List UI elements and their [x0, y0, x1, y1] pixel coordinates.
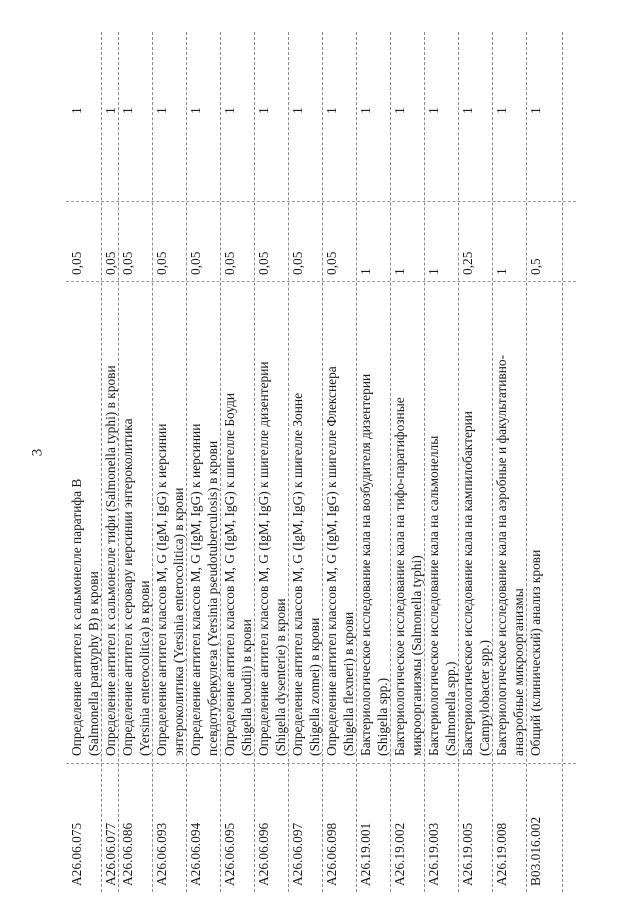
service-code: A26.06.093 — [154, 822, 169, 886]
service-name-line: Бактериологическое исследование кала на кампилобактерии — [460, 411, 475, 756]
frequency-value: 0,5 — [528, 258, 543, 275]
service-name-line: (Shigella flexneri) в крови — [341, 611, 356, 756]
service-name-line: Определение антител классов M, G (IgM, IgG) к иерсинии — [154, 423, 169, 756]
service-code: A26.06.075 — [69, 822, 84, 886]
service-name-line: микроорганизмы (Salmonella typhi) — [409, 555, 424, 756]
service-code: A26.06.077 — [103, 822, 118, 886]
service-code: A26.19.005 — [460, 822, 475, 886]
service-name — [119, 286, 153, 756]
service-name — [527, 286, 544, 756]
multiplicity-value: 1 — [103, 107, 118, 114]
page-number: 3 — [29, 448, 46, 457]
multiplicity-value: 1 — [120, 107, 135, 114]
frequency-value: 1 — [358, 268, 373, 275]
multiplicity-value: 1 — [426, 107, 441, 114]
frequency-value: 0,05 — [154, 251, 169, 275]
service-name-line: Определение антител классов M, G (IgM, IgG) к шигелле Боуди — [222, 392, 237, 756]
service-name — [221, 286, 255, 756]
service-code: A26.06.098 — [324, 822, 339, 886]
service-code: A26.19.003 — [426, 822, 441, 886]
frequency-value: 0,25 — [460, 251, 475, 275]
service-name-line: Общий (клинический) анализ крови — [528, 549, 543, 756]
service-name — [323, 286, 357, 756]
frequency-value: 1 — [392, 268, 407, 275]
service-code: A26.19.002 — [392, 822, 407, 886]
service-name-line: Определение антител к серовару иерсинии энтероколитика — [120, 418, 135, 756]
service-code: A26.19.001 — [358, 822, 373, 886]
frequency-value: 0,05 — [69, 251, 84, 275]
service-name-line: (Salmonella paratyphy B) в крови — [86, 571, 101, 756]
service-name — [68, 286, 102, 756]
service-name — [187, 286, 221, 756]
column-divider — [66, 763, 576, 764]
service-name-line: (Shigella boudii) в крови — [239, 619, 254, 756]
service-name-line: Определение антител классов M, G (IgM, IgG) к шигелле дизентерии — [256, 361, 271, 756]
service-code: A26.06.095 — [222, 822, 237, 886]
multiplicity-value: 1 — [392, 107, 407, 114]
service-name-line: Бактериологическое исследование кала на сальмонеллы — [426, 435, 441, 756]
service-name-line: Бактериологическое исследование кала на аэробные и факультативно- — [494, 354, 509, 756]
multiplicity-value: 1 — [460, 107, 475, 114]
service-name-line: Определение антител к сальмонелле тифи (Salmonella typhi) в крови — [103, 365, 118, 756]
service-name — [102, 286, 119, 756]
multiplicity-value: 1 — [324, 107, 339, 114]
service-name-line: энтероколитика (Yersinia enterocolitica) в крови — [171, 487, 186, 756]
services-table — [66, 32, 576, 892]
service-name-line: Определение антител классов M, G (IgM, IgG) к шигелле Флекснера — [324, 366, 339, 756]
service-name — [459, 286, 493, 756]
multiplicity-value: 1 — [222, 107, 237, 114]
frequency-value: 0,05 — [324, 251, 339, 275]
service-code: A26.19.008 — [494, 822, 509, 886]
service-name-line: (Campylobacter spp.) — [477, 639, 492, 756]
multiplicity-value: 1 — [358, 107, 373, 114]
multiplicity-value: 1 — [528, 107, 543, 114]
column-divider — [66, 201, 576, 202]
frequency-value: 1 — [426, 268, 441, 275]
service-code: A26.06.094 — [188, 822, 203, 886]
service-name — [425, 286, 459, 756]
service-name-line: (Shigella spp.) — [375, 677, 390, 756]
service-name-line: Определение антител классов M, G (IgM, IgG) к шигелле Зонне — [290, 392, 305, 756]
service-name — [357, 286, 391, 756]
frequency-value: 0,05 — [290, 251, 305, 275]
frequency-value: 0,05 — [256, 251, 271, 275]
service-code: A26.06.097 — [290, 822, 305, 886]
multiplicity-value: 1 — [69, 107, 84, 114]
service-name-line: Определение антител к сальмонелле паратифа В — [69, 478, 84, 756]
service-name-line: (Yersinia enterocolitica) в крови — [137, 580, 152, 756]
frequency-value: 0,05 — [120, 251, 135, 275]
multiplicity-value: 1 — [290, 107, 305, 114]
service-name — [391, 286, 425, 756]
frequency-value: 0,05 — [222, 251, 237, 275]
service-code: A26.06.086 — [120, 822, 135, 886]
service-name-line: Определение антител классов M, G (IgM, IgG) к иерсинии — [188, 423, 203, 756]
service-name-line: анаэробные микроорганизмы — [511, 588, 526, 756]
row-divider — [562, 32, 563, 892]
multiplicity-value: 1 — [154, 107, 169, 114]
service-name — [493, 286, 527, 756]
service-code: A26.06.096 — [256, 822, 271, 886]
multiplicity-value: 1 — [256, 107, 271, 114]
service-name-line: Бактериологическое исследование кала на возбудителя дизентерии — [358, 373, 373, 756]
frequency-value: 0,05 — [188, 251, 203, 275]
multiplicity-value: 1 — [494, 107, 509, 114]
service-name — [153, 286, 187, 756]
service-name-line: Бактериологическое исследование кала на тифо-паратифозные — [392, 397, 407, 756]
service-name-line: псевдотуберкулеза (Yersinia pseudotuberculosis) в крови — [205, 440, 220, 756]
service-name — [255, 286, 289, 756]
multiplicity-value: 1 — [188, 107, 203, 114]
frequency-value: 0,05 — [103, 251, 118, 275]
service-code: B03.016.002 — [528, 816, 543, 886]
frequency-value: 1 — [494, 268, 509, 275]
service-name-line: (Shigella dysenterie) в крови — [273, 598, 288, 756]
service-name-line: (Salmonella spp.) — [443, 661, 458, 756]
column-divider — [66, 281, 576, 282]
service-name — [289, 286, 323, 756]
service-name-line: (Shigella zonnei) в крови — [307, 617, 322, 756]
